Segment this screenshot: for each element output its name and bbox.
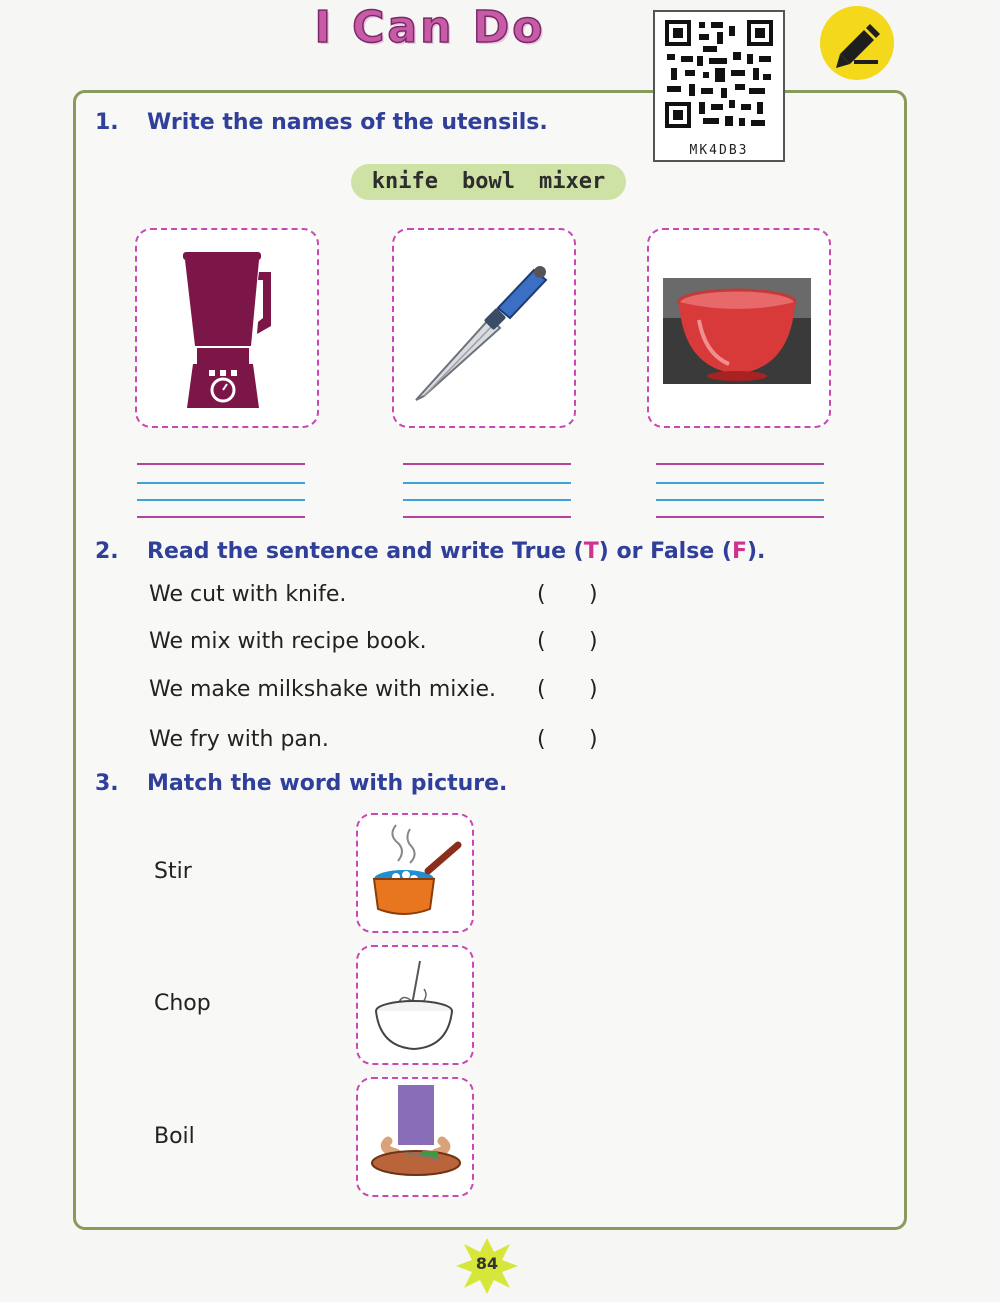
question-3-number: 3. xyxy=(95,771,119,796)
bowl-icon xyxy=(649,230,829,426)
instruction-text: Read the sentence and write True ( xyxy=(147,539,584,564)
paren-close: ) xyxy=(589,727,598,752)
pencil-badge xyxy=(820,6,894,80)
true-letter: T xyxy=(583,539,599,564)
match-word[interactable]: Chop xyxy=(154,991,211,1016)
writing-lines[interactable] xyxy=(656,463,824,519)
word-bank-item: bowl xyxy=(462,169,515,194)
pencil-icon xyxy=(820,6,894,80)
mixer-picture-box xyxy=(135,228,319,428)
question-1-instruction: Write the names of the utensils. xyxy=(147,110,548,135)
paren-close: ) xyxy=(589,629,598,654)
writing-lines[interactable] xyxy=(403,463,571,519)
instruction-text: ) or False ( xyxy=(598,539,732,564)
match-word[interactable]: Boil xyxy=(154,1124,195,1149)
paren-open: ( xyxy=(537,677,546,702)
paren-open: ( xyxy=(537,629,546,654)
word-bank-item: mixer xyxy=(538,169,606,194)
question-2-number: 2. xyxy=(95,539,119,564)
tf-sentence: We make milkshake with mixie. xyxy=(149,677,497,702)
page-number-splash xyxy=(452,1232,522,1298)
tf-sentence: We fry with pan. xyxy=(149,727,329,752)
qr-code-label: MK4DB3 xyxy=(689,143,749,158)
false-letter: F xyxy=(731,539,747,564)
boiling-pot-picture[interactable] xyxy=(356,813,474,933)
stirring-bowl-icon xyxy=(358,947,472,1063)
knife-icon xyxy=(394,230,574,426)
page-number: 84 xyxy=(475,1254,499,1273)
tf-answer-blank[interactable] xyxy=(537,582,641,607)
paren-close: ) xyxy=(589,582,598,607)
boiling-pot-icon xyxy=(358,815,472,931)
question-1-number: 1. xyxy=(95,110,119,135)
mixer-icon xyxy=(137,230,317,426)
qr-code[interactable] xyxy=(653,10,785,162)
match-word[interactable]: Stir xyxy=(154,859,192,884)
paren-open: ( xyxy=(537,582,546,607)
word-bank xyxy=(351,164,626,200)
word-bank-item: knife xyxy=(371,169,438,194)
question-3-instruction: Match the word with picture. xyxy=(147,771,508,796)
qr-pattern-icon xyxy=(663,18,775,130)
paren-close: ) xyxy=(589,677,598,702)
tf-answer-blank[interactable] xyxy=(537,629,641,654)
knife-picture-box xyxy=(392,228,576,428)
instruction-text: ). xyxy=(746,539,766,564)
chopping-icon xyxy=(358,1079,472,1195)
question-2-instruction xyxy=(147,539,765,564)
bowl-picture-box xyxy=(647,228,831,428)
chopping-picture[interactable] xyxy=(356,1077,474,1197)
writing-lines[interactable] xyxy=(137,463,305,519)
tf-answer-blank[interactable] xyxy=(537,727,641,752)
tf-sentence: We mix with recipe book. xyxy=(149,629,427,654)
page-title: I Can Do xyxy=(314,2,546,53)
stirring-bowl-picture[interactable] xyxy=(356,945,474,1065)
tf-sentence: We cut with knife. xyxy=(149,582,347,607)
paren-open: ( xyxy=(537,727,546,752)
tf-answer-blank[interactable] xyxy=(537,677,641,702)
